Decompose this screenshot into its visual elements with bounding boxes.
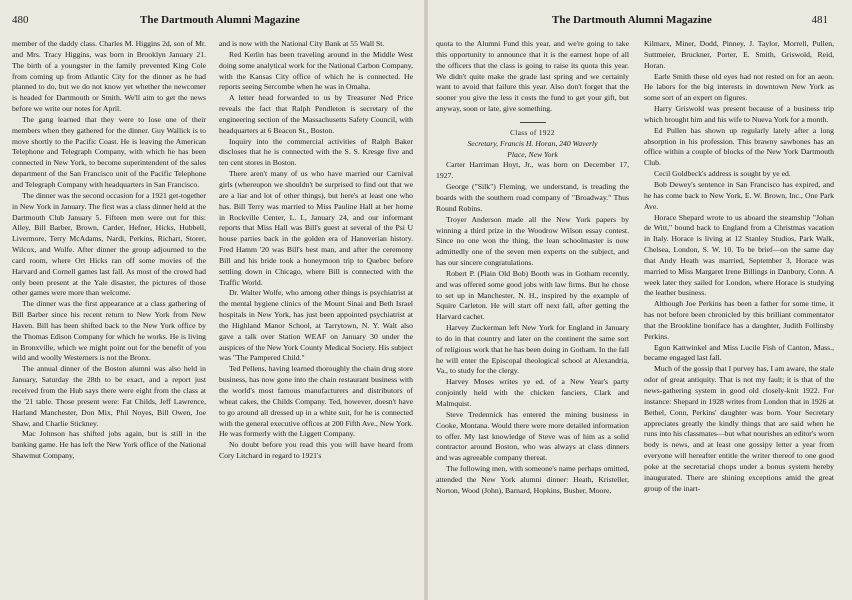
right-running-head: [442, 12, 828, 28]
paragraph: Kilmarx, Miner, Dodd, Pinney, J. Taylor, Morrell, Pullen, Suttmeier, Bruckner, Porter, E. Smith, Griswold, Reid, Horan.: [644, 39, 834, 70]
paragraph: Although Joe Perkins has been a father for some time, it has not before been chronicled by this brilliant commentator that the Brookline boniface has a daughter, Judith Follinsby Perkins.: [644, 299, 834, 341]
paragraph: No doubt before you read this you will have heard from Cory Litchard in regard to 1921's: [219, 440, 413, 461]
paragraph: Mac Johnson has shifted jobs again, but is still in the banking game. He has left the New York office of the National Shawmut Company,: [12, 429, 206, 461]
paragraph: A letter head forwarded to us by Treasurer Ned Price reveals the fact that Ralph Pendleton is secretary of the engineering section of the Massachusetts Safety Council, with headquarters at 6 Beacon St., Boston.: [219, 93, 413, 135]
paragraph: George ("Silk") Fleming, we understand, is treading the boards with the southern road company of "Broadway." Thus Round Robins.: [436, 182, 629, 213]
paragraph: and is now with the National City Bank at 55 Wall St.: [219, 39, 385, 48]
left-column-1: [12, 39, 206, 595]
paragraph: The gang learned that they were to lose one of their members when they gathered for the dinner. Guy Wallick is to move shortly to the Pacific Coast. He is leaving the American Telephone and Telegraph Company, with which he has been connected in New York, to become superintendent of the sales department of the San Francisco unit of the Pacific Telephone and Telegraph Company with headquarters in San Francisco.: [12, 114, 206, 189]
section-divider: [520, 122, 546, 123]
left-page-number: 480: [12, 14, 29, 26]
paragraph: Cecil Goldbeck's address is sought by ye ed.: [654, 169, 791, 179]
paragraph: Harry Griswold was present because of a business trip which brought him and his wife to Nueva York for a month.: [644, 104, 834, 124]
right-magazine-title: The Dartmouth Alumni Magazine: [552, 14, 712, 26]
right-page-number: 481: [811, 14, 828, 26]
secretary-line: Secretary, Francis H. Horan, 240 Waverly: [467, 138, 598, 148]
paragraph: member of the daddy class. Charles M. Higgins 2d, son of Mr. and Mrs. Tracy Higgins, was born in Brooklyn January 21. The birth of a youngster in the family prevented King Cole from coming up from Atlantic City for the dinner as he had planned to do, but we do not know yet whether the newcomer is headed for Dartmouth or Smith. We'll aim to get the news before we write our notes for April.: [12, 39, 206, 114]
left-magazine-title: The Dartmouth Alumni Magazine: [140, 14, 300, 26]
paragraph: Dr. Walter Wolfe, who among other things is psychiatrist at the mental hygiene clinics of the Mount Sinai and Beth Israel hospitals in New York, has just been appointed psychiatrist at the Highland Manor School, at Tarrytown, N. Y. Walt also gave a talk over Station WEAF on January 30 under the auspices of the New York County Medical Society. His subject was "The Pampered Child.": [219, 288, 413, 363]
left-running-head: [12, 12, 408, 28]
paragraph: The following men, with someone's name perhaps omitted, attended the New York alumni dinner: Heath, Kristeller, Norton, Wood (John), Barnard, Hopkins, Busher, Moore,: [436, 464, 629, 495]
paragraph: Robert P. (Plain Old Bob) Booth was in Gotham recently, and was offered some good jobs with law firms. But he chose to set up in Manchester, N. H., inspired by the example of Squire Carleton. He will start off next fall, after getting the Harvard cachet.: [436, 268, 629, 322]
paragraph: Egon Kattwinkel and Miss Lucile Fish of Canton, Mass., became engaged last fall.: [644, 342, 834, 363]
right-column-2: [644, 39, 834, 595]
paragraph: Inquiry into the commercial activities of Ralph Baker discloses that he is connected with the S. S. Kresge five and ten cent stores in Boston.: [219, 136, 413, 168]
left-column-2: [219, 39, 413, 595]
right-column-1: [436, 39, 629, 595]
right-page: [426, 0, 852, 600]
paragraph: There aren't many of us who have married our Carnival girls (whereupon we shouldn't be surprised to find out that we are a liar and lot of other things), but here's at least one who has. Bill Terry was married to Miss Pauline Hall at her home in Rockville Center, L. I., January 24, and our informant reports that Miss Hall was Bill's guest at several of the Psi U house parties back in the golden era of Hanoverian history. Fred Hamm '20 was Bill's best man, and after the ceremony Bill and his bride took a honeymoon trip to Quebec before settling down in Chicago, where Bill is connected with the Traffic World.: [219, 169, 413, 287]
paragraph: Troyer Anderson made all the New York papers by winning a third prize in the Woodrow Wilson essay contest. Since no one won the thing, the lean schoolmaster is now admittedly one of the seven men experts on the subject, and has our sincere congratulations.: [436, 214, 629, 268]
paragraph: Horace Shepard wrote to us aboard the steamship "Johan de Witt," bound back to England from a Christmas vacation in Italy. Horace is living at 12 Stanley Studios, Park Walk, Chelsea, London, S. W. 10. To be brief—on the same day that Andy Heath was married, September 3, Horace was married to Miss Margaret Irene Billings in Danbury, Conn. A week later they sailed for London, where Horace is studying the leather business.: [644, 212, 834, 298]
paragraph: Red Kerlin has been traveling around in the Middle West doing some analytical work for the National Carbon Company, with the Kansas City office of which he is connected. He reports seeing Sercombe when he was in Omaha.: [219, 49, 413, 92]
paragraph: Much of the gossip that I purvey has, I am aware, the stale odor of great antiquity. That is not my fault; it is that of the news-gathering system in good old closely-knit 1922. For instance: Shepard in 1928 writes from London that in 1926 at Bethel, Conn, Perkins' daughter was born. Your Secretary appreciates greatly the kindly things that are said when he runs into his classmates—but what nourishes an editor's worn body is news, and at least one gossipy letter a year from everyone will hereafter entitle the writer thereof to one good poke at the secretarial chops under a bonus system hereby inaugurated. There are shining exceptions amid the great group of the inart-: [644, 364, 834, 493]
paragraph: Ted Pellens, having learned thoroughly the chain drug store business, has now gone into the chain restaurant business with the world's most famous manufacturers and distributors of wheat cakes, the Childs Company. Ted, however, doesn't have to go around all dressed up in a white suit, for he is connected with the general executive offices at 200 Fifth Ave., New York. He was formerly with the Liggett Company.: [219, 364, 413, 439]
paragraph: Bob Dewey's sentence in San Francisco has expired, and he has come back to New York, E. W. Brown, Inc., One Park Ave.: [644, 179, 834, 211]
paragraph: The dinner was the second occasion for a 1921 get-together in New York in January. The first was a class dinner held at the Dartmouth Club January 5. Fifteen men were out for this: Alley, Bill Barber, Brown, Carder, Hefner, Hicks, Hubbell, Livermore, Terry McAdams, Nardi, Perkins, Richart, Storer, Wilcox, and Wolfe. After dinner the group adjourned to the card room, where Ort Hicks ran off some movies of the Harvard and Cornell games last fall. As most of the crowd had only been present at the Yale disaster, the pictures of those other games were more than welcome.: [12, 190, 206, 298]
paragraph: Harvey Moses writes ye ed. of a New Year's party conjointly held with the chicken fanciers, Clark and Malmquist.: [436, 377, 629, 408]
paragraph: Steve Tredennick has entered the mining business in Cooke, Montana. Would there were more detailed information to offer. My last knowledge of Steve was of him as a solid contractor around Boston, who was always at class dinners and was agreeable company thereat.: [436, 409, 629, 463]
paragraph: quota to the Alumni Fund this year, and we're going to take this opportunity to announce that it is the earnest hope of all the officers that the class is going to raise its quota this year. We didn't quite make the grade last spring and we certainly want to avoid that failure this year. Also don't forget that the sooner you give the less it costs the fund to get your gift, but anyway, soon or late, give something.: [436, 39, 629, 114]
secretary-line: Place, New York: [507, 149, 558, 159]
class-heading: Class of 1922: [510, 128, 555, 137]
paragraph: The annual dinner of the Boston alumni was also held in January, Saturday the 28th to be exact, and a report just received from the Hub says there were eight from the class at the '21 table. Those present were: Fat Childs, Jeff Lawrence, Harland Manchester, Don Mix, Phil Noyes, Bill Owen, Joe Shaw, and Charlie Stickney.: [12, 364, 206, 428]
paragraph: Carter Harriman Hoyt, Jr., was born on December 17, 1927.: [436, 160, 629, 181]
paragraph: Earle Smith these old eyes had not rested on for an aeon. He labors for the big interests in downtown New York as some sort of an expert on figures.: [644, 71, 834, 103]
paragraph: The dinner was the first appearance at a class gathering of Bill Barber since his recent return to New York from New Haven. Bill has been shifted back to the New York office by the Thomas Edison Company for which he works. He is living in Bronxville, which we might point out for the benefit of you wild and woolly Westerners is not the Bronx.: [12, 299, 206, 363]
paragraph: Harvey Zuckerman left New York for England in January to do in that country and later on the continent the same sort of religious work that he has been doing in Gotham. In the fall he will enter the Episcopal theological school at Alexandria, Va., to study for the clergy.: [436, 323, 629, 376]
paragraph: Ed Pullen has shown up regularly lately after a long absorption in his profession. This brawny sawbones has an office within a couple of blocks of the New York Dartmouth Club.: [644, 125, 834, 168]
